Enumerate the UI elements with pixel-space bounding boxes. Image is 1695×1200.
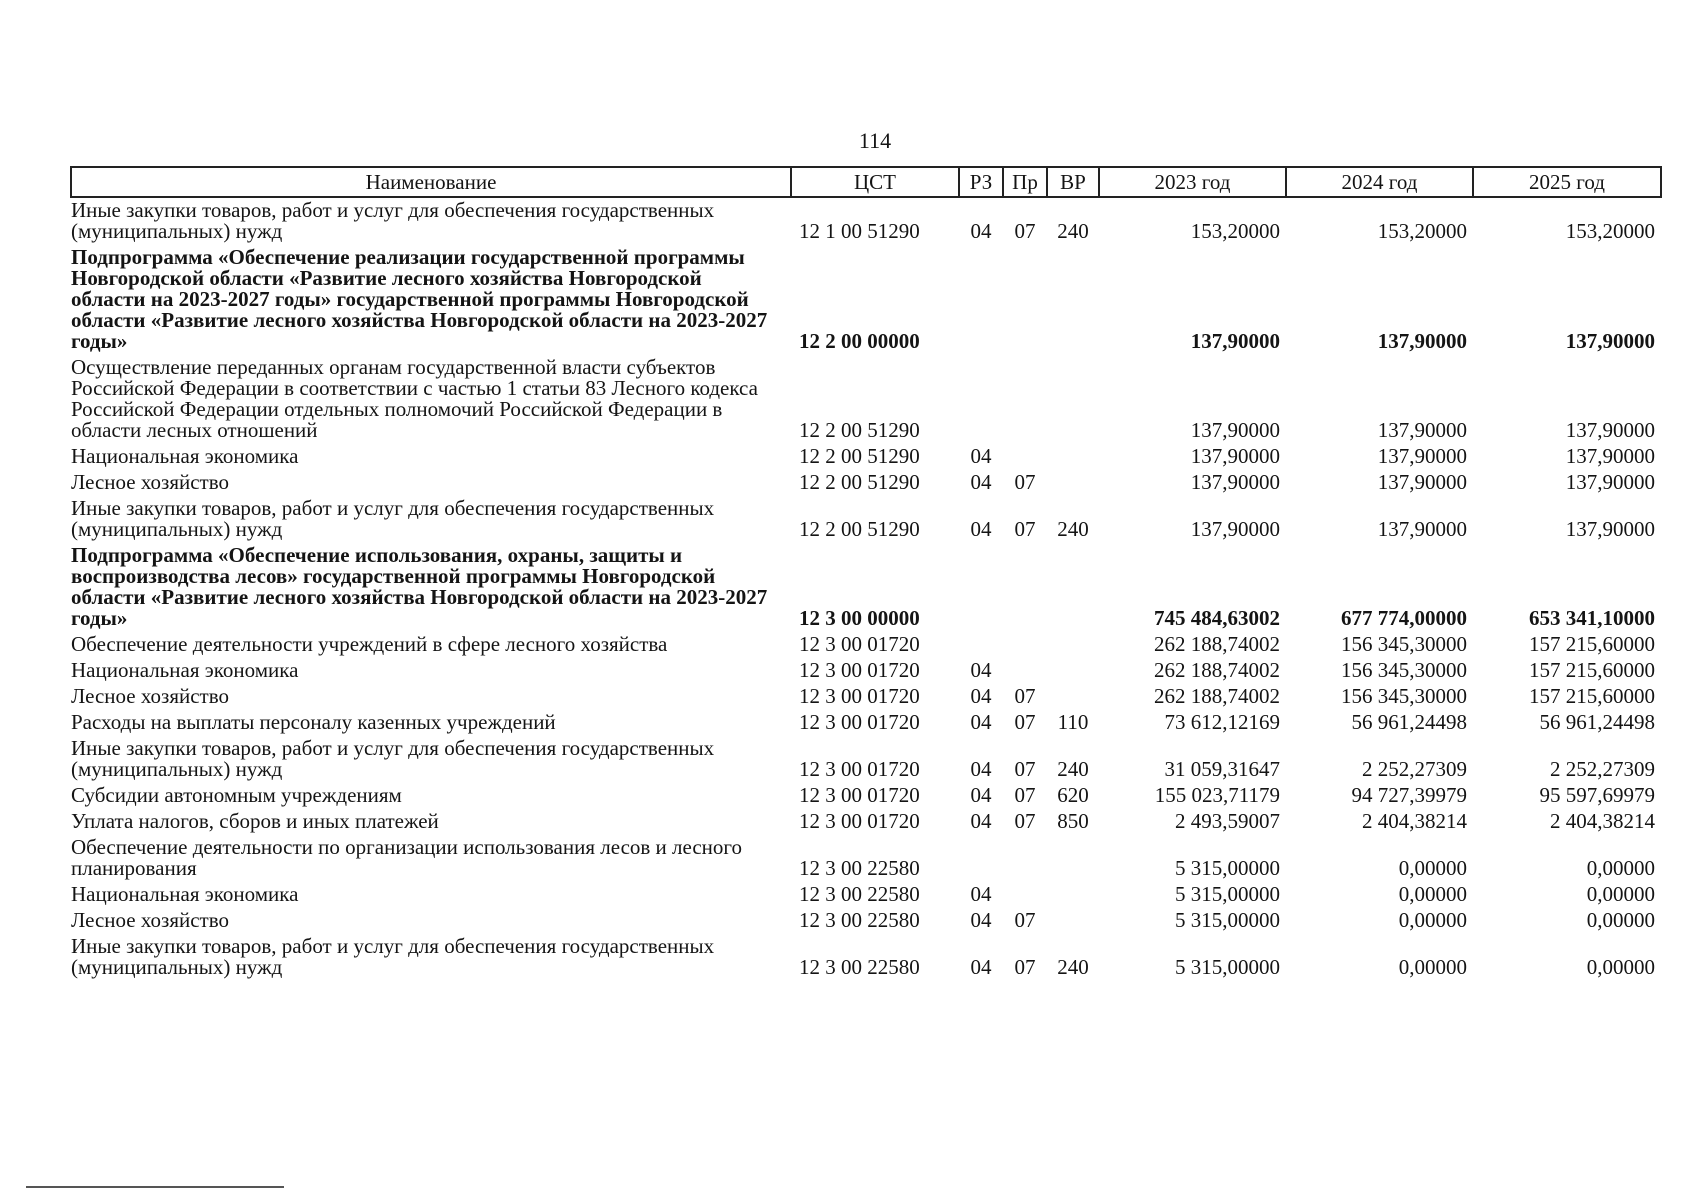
row-2023: 262 188,74002 [1154, 632, 1280, 656]
row-name: Национальная экономика [71, 444, 299, 468]
row-2023: 137,90000 [1190, 329, 1280, 353]
row-2024: 2 252,27309 [1362, 757, 1467, 781]
row-rz: 04 [970, 809, 992, 833]
row-2025: 653 341,10000 [1529, 606, 1655, 630]
row-name: Уплата налогов, сборов и иных платежей [71, 809, 439, 833]
row-cst: 12 3 00 01720 [799, 632, 920, 656]
table-header [71, 167, 1661, 197]
row-pr: 07 [1014, 470, 1036, 494]
row-cst: 12 2 00 51290 [799, 418, 920, 442]
row-2023: 5 315,00000 [1175, 908, 1280, 932]
table-row-subprogram [71, 245, 1661, 355]
row-2024: 153,20000 [1377, 219, 1467, 243]
row-2025: 157 215,60000 [1529, 658, 1655, 682]
row-2023: 2 493,59007 [1175, 809, 1280, 833]
row-2023: 155 023,71179 [1154, 783, 1280, 807]
row-2025: 56 961,24498 [1539, 710, 1655, 734]
row-vr: 240 [1057, 517, 1089, 541]
row-2023: 31 059,31647 [1164, 757, 1280, 781]
budget-table [70, 166, 1662, 981]
row-2024: 137,90000 [1377, 418, 1467, 442]
row-pr [1003, 658, 1047, 684]
table-body [71, 197, 1661, 981]
row-2023: 73 612,12169 [1164, 710, 1280, 734]
row-cst: 12 3 00 01720 [799, 809, 920, 833]
row-2024: 2 404,38214 [1362, 809, 1467, 833]
row-2025: 0,00000 [1586, 882, 1655, 906]
row-2023: 137,90000 [1190, 418, 1280, 442]
row-2023: 5 315,00000 [1175, 856, 1280, 880]
row-cst: 12 3 00 22580 [799, 882, 920, 906]
row-2025: 0,00000 [1586, 908, 1655, 932]
row-2024: 156 345,30000 [1341, 632, 1467, 656]
row-cst: 12 3 00 22580 [799, 908, 920, 932]
table-row [71, 658, 1661, 684]
header-2023: 2023 год [1099, 167, 1286, 197]
row-2024: 0,00000 [1398, 908, 1467, 932]
row-2023: 5 315,00000 [1175, 955, 1280, 979]
row-rz: 04 [970, 684, 992, 708]
row-pr: 07 [1014, 219, 1036, 243]
row-2025: 2 404,38214 [1550, 809, 1655, 833]
row-name: Субсидии автономным учреждениям [71, 783, 402, 807]
row-cst: 12 3 00 01720 [799, 684, 920, 708]
row-vr: 240 [1057, 955, 1089, 979]
row-2025: 0,00000 [1586, 955, 1655, 979]
row-name: Иные закупки товаров, работ и услуг для обеспечения государственных (муниципальных) нужд [71, 934, 715, 979]
row-rz: 04 [970, 470, 992, 494]
row-2023: 137,90000 [1190, 517, 1280, 541]
row-pr: 07 [1014, 908, 1036, 932]
row-2025: 2 252,27309 [1550, 757, 1655, 781]
row-name: Иные закупки товаров, работ и услуг для обеспечения государственных (муниципальных) нужд [71, 496, 715, 541]
row-vr [1047, 908, 1099, 934]
row-cst: 12 2 00 51290 [799, 470, 920, 494]
row-rz [959, 543, 1003, 632]
row-name: Обеспечение деятельности по организации использования лесов и лесного планирования [71, 835, 743, 880]
row-pr [1003, 543, 1047, 632]
row-2024: 137,90000 [1377, 444, 1467, 468]
table-row [71, 835, 1661, 882]
row-rz [959, 835, 1003, 882]
row-rz: 04 [970, 444, 992, 468]
row-cst: 12 3 00 01720 [799, 783, 920, 807]
table-row [71, 736, 1661, 783]
row-vr: 240 [1057, 219, 1089, 243]
row-name: Лесное хозяйство [71, 470, 229, 494]
row-2025: 153,20000 [1565, 219, 1655, 243]
row-name: Лесное хозяйство [71, 684, 229, 708]
budget-table-container [70, 166, 1660, 981]
row-pr: 07 [1014, 783, 1036, 807]
row-2025: 137,90000 [1565, 418, 1655, 442]
row-name: Лесное хозяйство [71, 908, 229, 932]
row-vr [1047, 444, 1099, 470]
table-row-subprogram [71, 543, 1661, 632]
row-cst: 12 2 00 51290 [799, 444, 920, 468]
row-2024: 677 774,00000 [1341, 606, 1467, 630]
row-rz: 04 [970, 757, 992, 781]
header-row [71, 167, 1661, 197]
row-cst: 12 3 00 01720 [799, 658, 920, 682]
row-vr: 110 [1057, 710, 1089, 734]
row-name: Подпрограмма «Обеспечение реализации государственной программы Новгородской области «Развитие лесного хозяйства Новгородской области на 2023-2027 годы» государственной программы Новгородской области «Развитие лесного хозяйства Новгородской области на 2023-2027 годы» [71, 245, 768, 353]
table-row [71, 355, 1661, 444]
row-2024: 0,00000 [1398, 882, 1467, 906]
row-pr [1003, 632, 1047, 658]
row-cst: 12 3 00 00000 [799, 606, 920, 630]
row-vr [1047, 543, 1099, 632]
row-2023: 262 188,74002 [1154, 684, 1280, 708]
header-vr: ВР [1047, 167, 1099, 197]
row-pr: 07 [1014, 757, 1036, 781]
table-row [71, 934, 1661, 981]
row-2025: 137,90000 [1565, 517, 1655, 541]
row-2024: 137,90000 [1377, 329, 1467, 353]
row-pr [1003, 882, 1047, 908]
row-2025: 95 597,69979 [1539, 783, 1655, 807]
row-pr: 07 [1014, 710, 1036, 734]
row-rz: 04 [970, 783, 992, 807]
row-2023: 153,20000 [1190, 219, 1280, 243]
table-row [71, 197, 1661, 245]
row-vr [1047, 835, 1099, 882]
table-row [71, 809, 1661, 835]
row-2023: 262 188,74002 [1154, 658, 1280, 682]
row-rz: 04 [970, 658, 992, 682]
table-row [71, 470, 1661, 496]
row-2025: 137,90000 [1565, 444, 1655, 468]
row-vr: 240 [1057, 757, 1089, 781]
row-name: Подпрограмма «Обеспечение использования, охраны, защиты и воспроизводства лесов» государственной программы Новгородской области «Развитие лесного хозяйства Новгородской области на 2023-2027 годы» [71, 543, 768, 630]
footer-rule [26, 1186, 284, 1188]
row-2025: 137,90000 [1565, 329, 1655, 353]
row-2023: 137,90000 [1190, 470, 1280, 494]
row-cst: 12 2 00 51290 [799, 517, 920, 541]
row-vr [1047, 470, 1099, 496]
row-2024: 156 345,30000 [1341, 684, 1467, 708]
row-name: Обеспечение деятельности учреждений в сфере лесного хозяйства [71, 632, 668, 656]
row-vr: 620 [1057, 783, 1089, 807]
row-2024: 137,90000 [1377, 470, 1467, 494]
header-name: Наименование [71, 167, 791, 197]
row-vr [1047, 355, 1099, 444]
table-row [71, 632, 1661, 658]
table-row [71, 783, 1661, 809]
row-2025: 0,00000 [1586, 856, 1655, 880]
row-2023: 5 315,00000 [1175, 882, 1280, 906]
row-rz: 04 [970, 955, 992, 979]
row-pr [1003, 444, 1047, 470]
row-rz: 04 [970, 710, 992, 734]
row-2024: 56 961,24498 [1351, 710, 1467, 734]
table-row [71, 496, 1661, 543]
row-pr: 07 [1014, 684, 1036, 708]
row-vr [1047, 684, 1099, 710]
row-pr [1003, 245, 1047, 355]
row-vr [1047, 632, 1099, 658]
row-rz: 04 [970, 882, 992, 906]
row-rz [959, 632, 1003, 658]
row-2024: 0,00000 [1398, 856, 1467, 880]
row-vr [1047, 882, 1099, 908]
row-2023: 745 484,63002 [1154, 606, 1280, 630]
row-pr [1003, 355, 1047, 444]
row-2024: 0,00000 [1398, 955, 1467, 979]
header-2025: 2025 год [1473, 167, 1661, 197]
header-cst: ЦСТ [791, 167, 959, 197]
row-2024: 137,90000 [1377, 517, 1467, 541]
row-cst: 12 2 00 00000 [799, 329, 920, 353]
row-vr [1047, 245, 1099, 355]
row-2025: 157 215,60000 [1529, 632, 1655, 656]
row-vr [1047, 658, 1099, 684]
row-name: Иные закупки товаров, работ и услуг для обеспечения государственных (муниципальных) нужд [71, 198, 715, 243]
row-2023: 137,90000 [1190, 444, 1280, 468]
header-2024: 2024 год [1286, 167, 1473, 197]
row-2024: 156 345,30000 [1341, 658, 1467, 682]
row-2025: 137,90000 [1565, 470, 1655, 494]
row-vr: 850 [1057, 809, 1089, 833]
table-row [71, 882, 1661, 908]
row-rz: 04 [970, 219, 992, 243]
header-rz: РЗ [959, 167, 1003, 197]
row-2024: 94 727,39979 [1351, 783, 1467, 807]
row-cst: 12 3 00 22580 [799, 955, 920, 979]
page-number: 114 [858, 128, 892, 153]
row-rz: 04 [970, 517, 992, 541]
row-2025: 157 215,60000 [1529, 684, 1655, 708]
row-cst: 12 1 00 51290 [799, 219, 920, 243]
row-rz [959, 355, 1003, 444]
table-row [71, 444, 1661, 470]
row-rz: 04 [970, 908, 992, 932]
table-row [71, 710, 1661, 736]
row-name: Иные закупки товаров, работ и услуг для обеспечения государственных (муниципальных) нужд [71, 736, 715, 781]
row-rz [959, 245, 1003, 355]
row-pr [1003, 835, 1047, 882]
table-row [71, 684, 1661, 710]
header-pr: Пр [1003, 167, 1047, 197]
table-row [71, 908, 1661, 934]
row-pr: 07 [1014, 809, 1036, 833]
row-cst: 12 3 00 01720 [799, 757, 920, 781]
row-name: Осуществление переданных органам государственной власти субъектов Российской Федерации в соответствии с частью 1 статьи 83 Лесного кодекса Российской Федерации отдельных полномочий Российской Федерации в области лесных отношений [71, 355, 758, 442]
row-name: Национальная экономика [71, 658, 299, 682]
row-cst: 12 3 00 01720 [799, 710, 920, 734]
row-pr: 07 [1014, 955, 1036, 979]
row-cst: 12 3 00 22580 [799, 856, 920, 880]
row-name: Расходы на выплаты персоналу казенных учреждений [71, 710, 556, 734]
row-name: Национальная экономика [71, 882, 299, 906]
row-pr: 07 [1014, 517, 1036, 541]
